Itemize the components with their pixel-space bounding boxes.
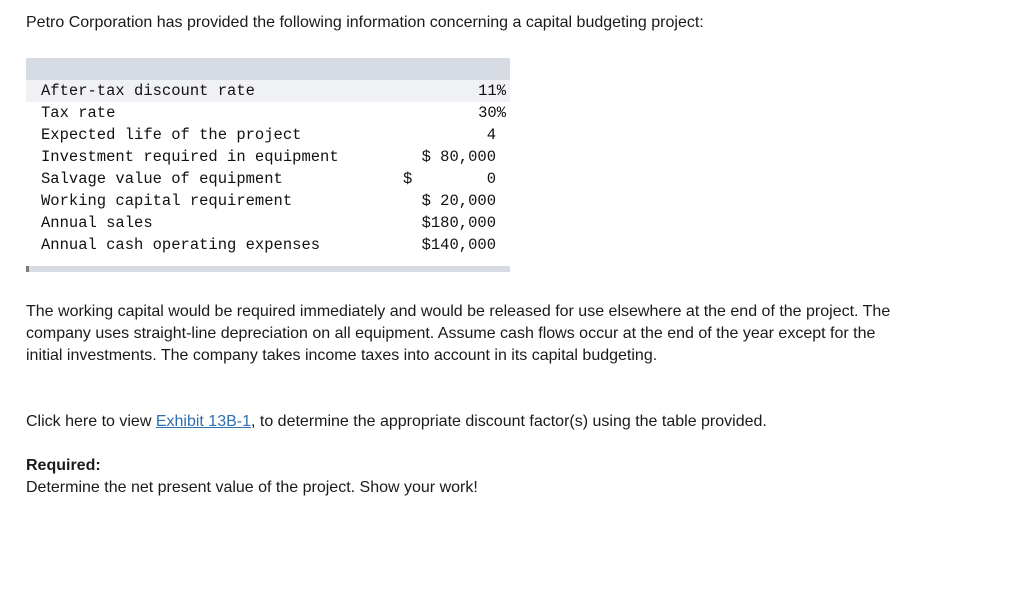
row-label: Tax rate <box>41 104 116 122</box>
row-value: 11% <box>478 82 506 100</box>
project-data-table <box>26 58 510 272</box>
exhibit-link[interactable]: Exhibit 13B-1 <box>155 413 251 430</box>
row-label: Annual sales <box>41 214 153 232</box>
row-label: Working capital requirement <box>41 192 293 210</box>
required-text: Determine the net present value of the project. Show your work! <box>26 479 478 496</box>
table-row-investment-equipment <box>26 146 510 168</box>
description-paragraph: The working capital would be required immediately and would be released for use elsewhere at the end of the project. The company uses straight-line depreciation on all equipment. Assume cash flows occur at the end of the year except for the initial investments. The company takes income taxes into account in its capital budgeting. <box>26 303 891 364</box>
table-row-working-capital <box>26 190 510 212</box>
row-value: $ 80,000 <box>421 148 496 166</box>
row-label: Salvage value of equipment <box>41 170 283 188</box>
exhibit-suffix: , to determine the appropriate discount factor(s) using the table provided. <box>251 413 767 430</box>
exhibit-paragraph <box>26 411 906 433</box>
row-value: $ 20,000 <box>421 192 496 210</box>
table-rows <box>26 80 510 256</box>
table-header-bar <box>26 58 510 80</box>
required-heading: Required: <box>26 457 101 474</box>
table-row-annual-sales <box>26 212 510 234</box>
table-row-expected-life <box>26 124 510 146</box>
intro-text: Petro Corporation has provided the following information concerning a capital budgeting project: <box>26 14 704 31</box>
row-label: Investment required in equipment <box>41 148 339 166</box>
row-label: Annual cash operating expenses <box>41 236 321 254</box>
row-value: 4 <box>486 126 496 144</box>
row-value: 30% <box>478 104 506 122</box>
required-section <box>26 455 906 499</box>
row-value: $180,000 <box>421 214 496 232</box>
exhibit-prefix: Click here to view <box>26 413 156 430</box>
table-row-after-tax-discount-rate <box>26 80 510 102</box>
table-bottom-bar <box>26 266 510 272</box>
row-value: $ 0 <box>402 170 496 188</box>
table-row-operating-expenses <box>26 234 510 256</box>
table-row-salvage-value <box>26 168 510 190</box>
table-row-tax-rate <box>26 102 510 124</box>
row-label: After-tax discount rate <box>41 82 255 100</box>
row-value: $140,000 <box>421 236 496 254</box>
row-label: Expected life of the project <box>41 126 302 144</box>
